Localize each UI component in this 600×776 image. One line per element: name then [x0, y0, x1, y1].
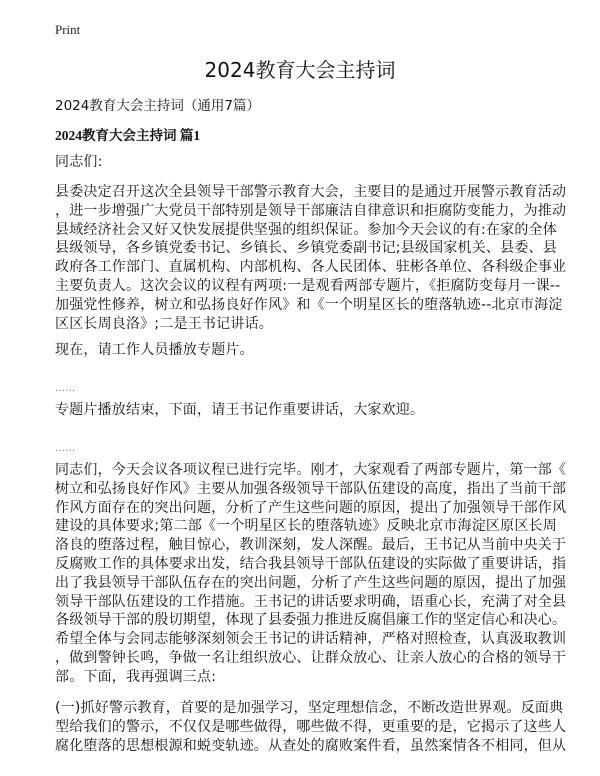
text-line: 领导干部队伍建设的工作措施。王书记的讲话要求明确，语重心长，充满了对全县 — [55, 593, 567, 610]
text-line: 加强党性修养，树立和弘扬良好作风》和《一个明星区长的堕落轨迹--北京市海淀 — [55, 296, 563, 313]
ellipsis: …… — [55, 443, 76, 454]
paragraph-1 — [55, 183, 566, 333]
text-line: 各级领导干部的殷切期望，体现了县委强力推进反腐倡廉工作的坚定信心和决心。 — [55, 612, 567, 629]
text-line: 区区长周良洛》;二是王书记讲话。 — [55, 315, 273, 332]
document-subtitle: 2024教育大会主持词（通用7篇） — [55, 98, 260, 114]
greeting: 同志们: — [55, 154, 103, 170]
text-line: 建设的具体要求;第二部《一个明星区长的堕落轨迹》反映北京市海淀区原区长周 — [55, 518, 557, 535]
text-line: 县委决定召开这次全县领导干部警示教育大会，主要目的是通过开展警示教育活动 — [55, 184, 567, 200]
page-title: 2024教育大会主持词 — [204, 58, 396, 82]
paragraph-3: 专题片播放结束，下面，请王书记作重要讲话，大家欢迎。 — [55, 402, 425, 418]
text-line: 政府各工作部门、直属机构、内部机构、各人民团体、驻彬各单位、各科级企事业 — [55, 259, 567, 276]
text-line: 出了我县领导干部队伍存在的突出问题，分析了产生这些问题的原因，提出了加强 — [55, 574, 567, 591]
paragraph-5 — [55, 699, 566, 755]
text-line: 型给我们的警示，不仅仅是哪些做得，哪些做不得，更重要的是，它揭示了这些人 — [55, 718, 567, 735]
text-line: 洛良的堕落过程，触目惊心，教训深刻，发人深醒。最后，王书记从当前中央关于 — [55, 537, 567, 554]
text-line: 同志们，今天会议各项议程已进行完毕。刚才，大家观看了两部专题片，第一部《 — [55, 462, 567, 478]
text-line: 县级领导，各乡镇党委书记、乡镇长、乡镇党委副书记;县级国家机关、县委、县 — [55, 240, 557, 257]
text-line: 希望全体与会同志能够深刻领会王书记的讲话精神，严格对照检查，认真汲取教训 — [55, 631, 567, 648]
text-line: 树立和弘扬良好作风》主要从加强各级领导干部队伍建设的高度，指出了当前干部 — [55, 480, 567, 497]
text-line: (一)抓好警示教育，首要的是加强学习，坚定理想信念，不断改造世界观。反面典 — [55, 700, 564, 716]
text-line: 腐化堕落的思想根源和蜕变轨迹。从查处的腐败案件看，虽然案情各不相同，但从 — [55, 737, 567, 754]
section-heading: 2024教育大会主持词 篇1 — [55, 128, 201, 143]
print-link[interactable]: Print — [55, 22, 81, 37]
text-line: 县域经济社会又好又快发展提供坚强的组织保证。参加今天会议的有:在家的全体 — [55, 221, 557, 238]
paragraph-4 — [55, 461, 566, 687]
text-line: ，做到警钟长鸣，争做一名让组织放心、让群众放心、让亲人放心的合格的领导干 — [55, 649, 567, 666]
ellipsis: …… — [55, 383, 76, 394]
text-line: 部。下面，我再强调三点: — [55, 668, 217, 685]
text-line: ，进一步增强广大党员干部特别是领导干部廉洁自律意识和拒腐防变能力，为推动 — [55, 202, 567, 219]
text-line: 反腐败工作的具体要求出发，结合我县领导干部队伍建设的实际做了重要讲话，指 — [55, 555, 567, 572]
text-line: 主要负责人。这次会议的议程有两项:一是观看两部专题片，《拒腐防变每月一课-- — [55, 277, 561, 294]
text-line: 作风方面存在的突出问题，分析了产生这些问题的原因，提出了加强领导干部作风 — [55, 499, 567, 516]
paragraph-2: 现在，请工作人员播放专题片。 — [55, 342, 254, 358]
